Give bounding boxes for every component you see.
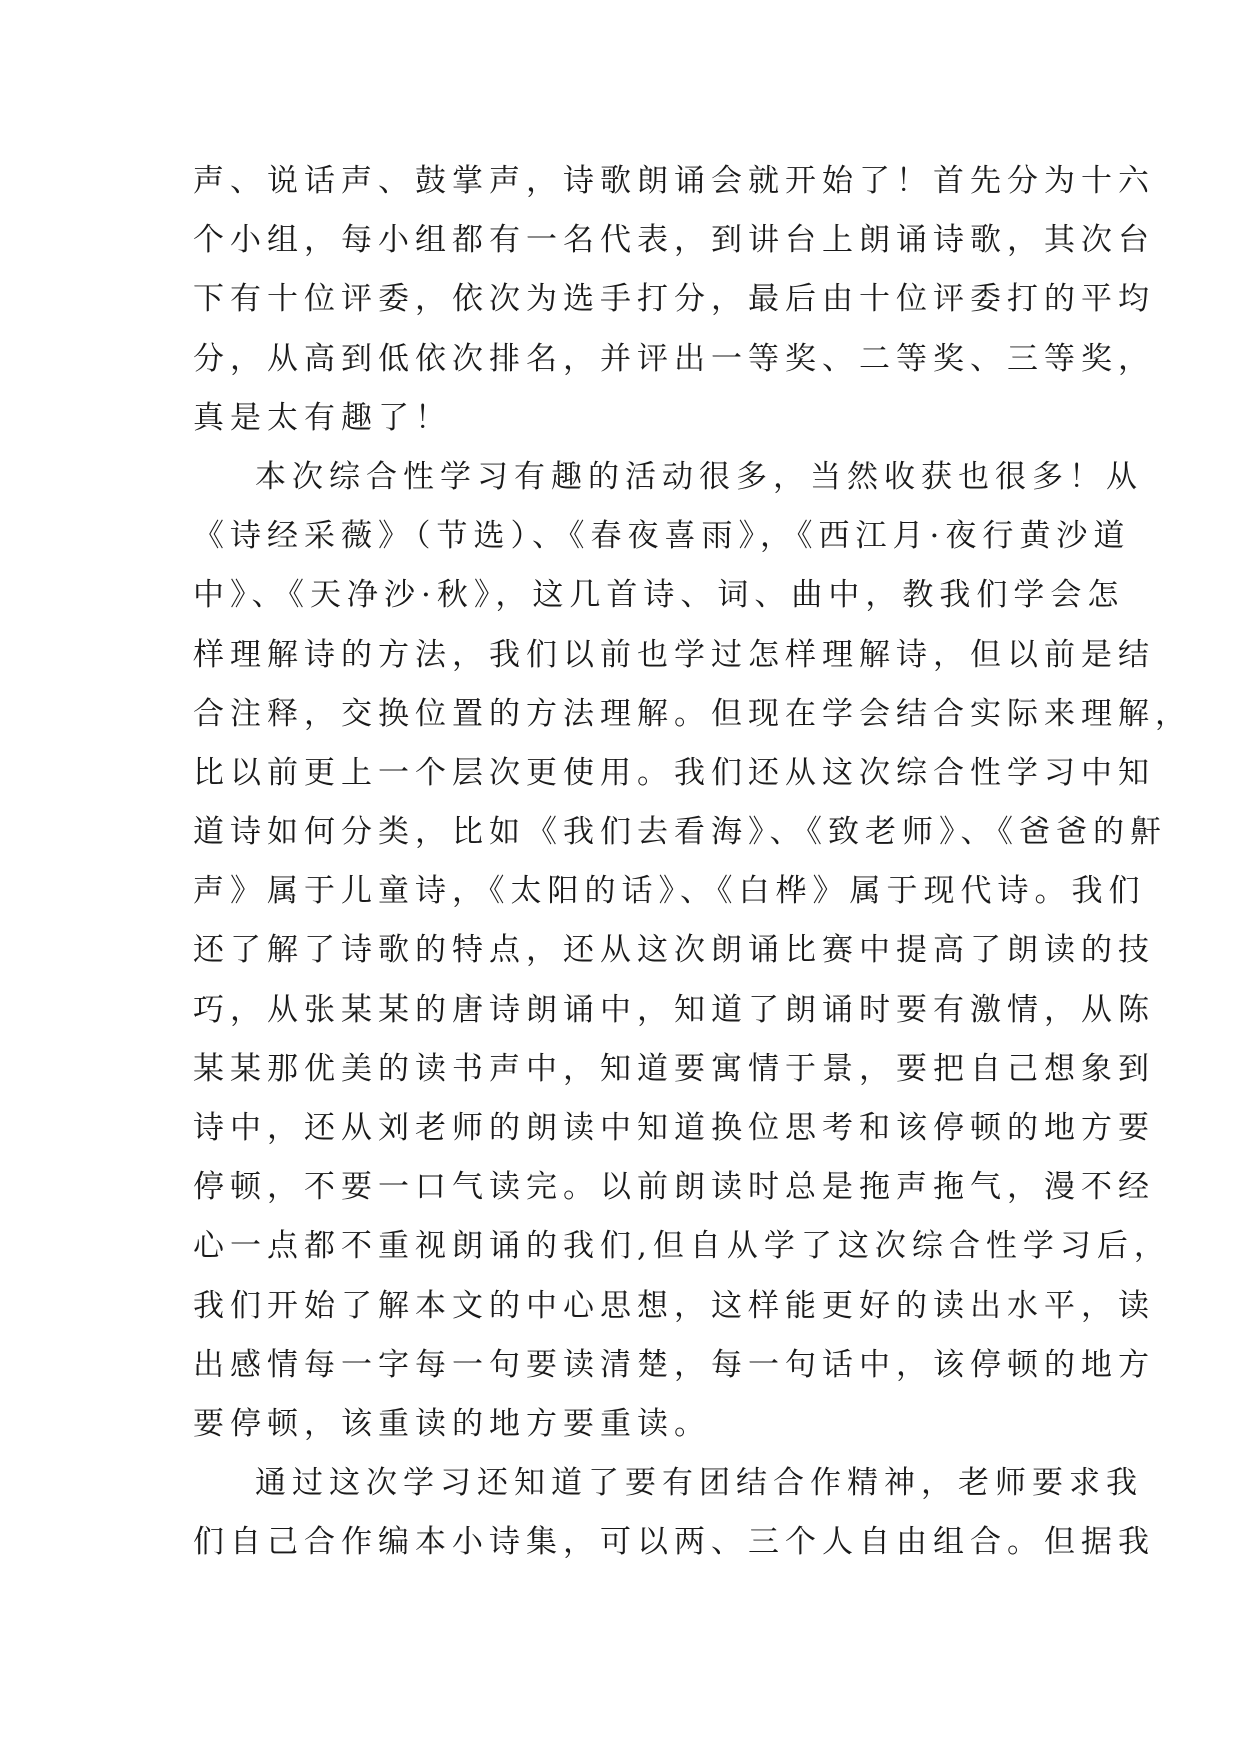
text-line: 我们开始了解本文的中心思想，这样能更好的读出水平，读: [193, 1287, 1155, 1324]
text-line: 巧，从张某某的唐诗朗诵中，知道了朗诵时要有激情，从陈: [193, 991, 1155, 1028]
text-line: 停顿，不要一口气读完。以前朗读时总是拖声拖气，漫不经: [193, 1169, 1155, 1206]
text-line: 真是太有趣了！: [193, 399, 452, 436]
text-line: 心一点都不重视朗诵的我们,但自从学了这次综合性学习后，: [193, 1228, 1171, 1265]
text-line: 个小组，每小组都有一名代表，到讲台上朗诵诗歌，其次台: [193, 222, 1155, 259]
text-line: 合注释，交换位置的方法理解。但现在学会结合实际来理解，: [193, 695, 1192, 732]
text-line: 声》属于儿童诗，《太阳的话》、《白桦》属于现代诗。我们: [193, 873, 1146, 910]
text-line: 通过这次学习还知道了要有团结合作精神，老师要求我: [255, 1465, 1143, 1502]
text-line: 下有十位评委，依次为选手打分，最后由十位评委打的平均: [193, 281, 1155, 318]
text-line: 样理解诗的方法，我们以前也学过怎样理解诗，但以前是结: [193, 636, 1155, 673]
text-line: 中》、《天净沙·秋》，这几首诗、词、曲中，教我们学会怎: [193, 577, 1125, 614]
text-line: 出感情每一字每一句要读清楚，每一句话中，该停顿的地方: [193, 1346, 1155, 1383]
text-line: 要停顿，该重读的地方要重读。: [193, 1405, 711, 1442]
text-line: 本次综合性学习有趣的活动很多，当然收获也很多！从: [255, 458, 1143, 495]
text-line: 某某那优美的读书声中，知道要寓情于景，要把自己想象到: [193, 1050, 1155, 1087]
text-line: 道诗如何分类，比如《我们去看海》、《致老师》、《爸爸的鼾: [193, 814, 1167, 851]
text-line: 诗中，还从刘老师的朗读中知道换位思考和该停顿的地方要: [193, 1110, 1155, 1146]
text-line: 们自己合作编本小诗集，可以两、三个人自由组合。但据我: [193, 1524, 1155, 1561]
text-line: 比以前更上一个层次更使用。我们还从这次综合性学习中知: [193, 754, 1155, 791]
body-text: [193, 152, 1192, 1573]
text-line: 声、说话声、鼓掌声，诗歌朗诵会就开始了！首先分为十六: [193, 163, 1155, 199]
text-line: 《诗经采薇》（节选）、《春夜喜雨》，《西江月·夜行黄沙道: [193, 518, 1131, 555]
text-line: 还了解了诗歌的特点，还从这次朗诵比赛中提高了朗读的技: [193, 932, 1155, 969]
text-line: 分，从高到低依次排名，并评出一等奖、二等奖、三等奖，: [193, 340, 1155, 377]
